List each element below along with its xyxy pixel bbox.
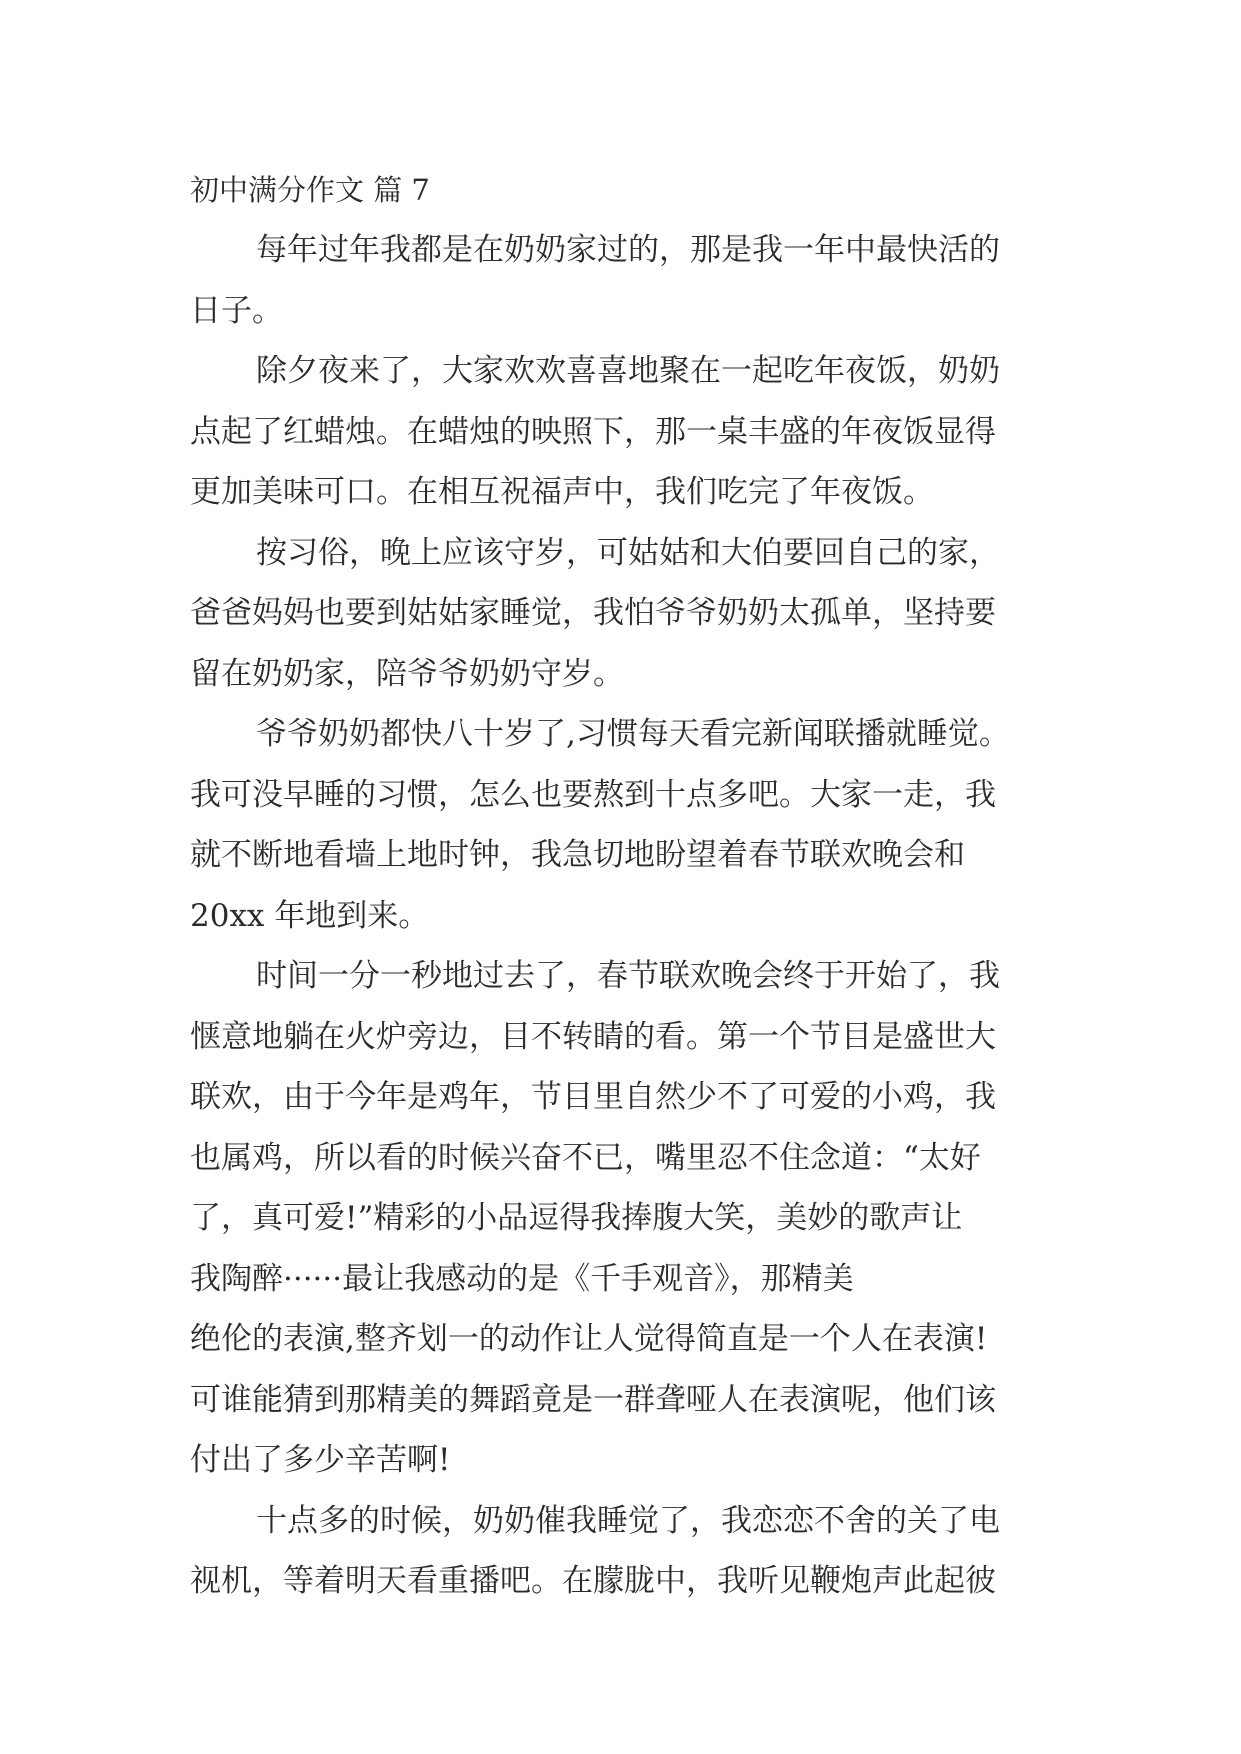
text-line: 爷爷奶奶都快八十岁了,习惯每天看完新闻联播就睡觉。 (256, 716, 1010, 752)
text-line: 日子。 (190, 292, 283, 329)
text-line: 就不断地看墙上地时钟，我急切地盼望着春节联欢晚会和 (190, 837, 965, 873)
paragraph-4 (190, 704, 1060, 946)
paragraph-3 (190, 523, 1060, 705)
text-line: 我陶醉······最让我感动的是《千手观音》，那精美 (190, 1260, 854, 1297)
text-line: 每年过年我都是在奶奶家过的，那是我一年中最快活的 (256, 232, 1000, 268)
text-line: 更加美味可口。在相互祝福声中，我们吃完了年夜饭。 (190, 474, 934, 510)
text-line: 联欢，由于今年是鸡年，节目里自然少不了可爱的小鸡，我 (190, 1079, 996, 1115)
text-line: 点起了红蜡烛。在蜡烛的映照下，那一桌丰盛的年夜饭显得 (190, 413, 996, 450)
text-line: 按习俗，晚上应该守岁，可姑姑和大伯要回自己的家， (256, 534, 1000, 571)
paragraph-6 (190, 1491, 1060, 1612)
paragraph-5 (190, 946, 1060, 1491)
text-line: 视机，等着明天看重播吧。在朦胧中，我听见鞭炮声此起彼 (190, 1563, 996, 1599)
text-line: 了，真可爱!”精彩的小品逗得我捧腹大笑，美妙的歌声让 (190, 1200, 963, 1236)
paragraph-1 (190, 220, 1060, 341)
page-title: 初中满分作文 篇 7 (190, 173, 430, 207)
paragraph-2 (190, 341, 1060, 523)
text-line: 也属鸡，所以看的时候兴奋不已，嘴里忍不住念道：“太好 (190, 1139, 981, 1176)
text-line: 可谁能猜到那精美的舞蹈竟是一群聋哑人在表演呢，他们该 (190, 1381, 996, 1418)
text-line: 我可没早睡的习惯，怎么也要熬到十点多吧。大家一走，我 (190, 776, 996, 813)
text-line: 十点多的时候，奶奶催我睡觉了，我恋恋不舍的关了电 (256, 1502, 1000, 1539)
text-line: 除夕夜来了，大家欢欢喜喜地聚在一起吃年夜饭，奶奶 (256, 353, 1000, 389)
text-line: 20xx 年地到来。 (190, 897, 430, 934)
text-line: 绝伦的表演,整齐划一的动作让人觉得简直是一个人在表演! (190, 1321, 988, 1357)
text-line: 留在奶奶家，陪爷爷奶奶守岁。 (190, 655, 624, 692)
text-line: 时间一分一秒地过去了，春节联欢晚会终于开始了，我 (256, 958, 1000, 994)
text-line: 惬意地躺在火炉旁边，目不转睛的看。第一个节目是盛世大 (190, 1018, 996, 1055)
document-body (190, 160, 1060, 1612)
text-line: 付出了多少辛苦啊! (190, 1442, 451, 1478)
text-line: 爸爸妈妈也要到姑姑家睡觉，我怕爷爷奶奶太孤单，坚持要 (190, 595, 996, 631)
